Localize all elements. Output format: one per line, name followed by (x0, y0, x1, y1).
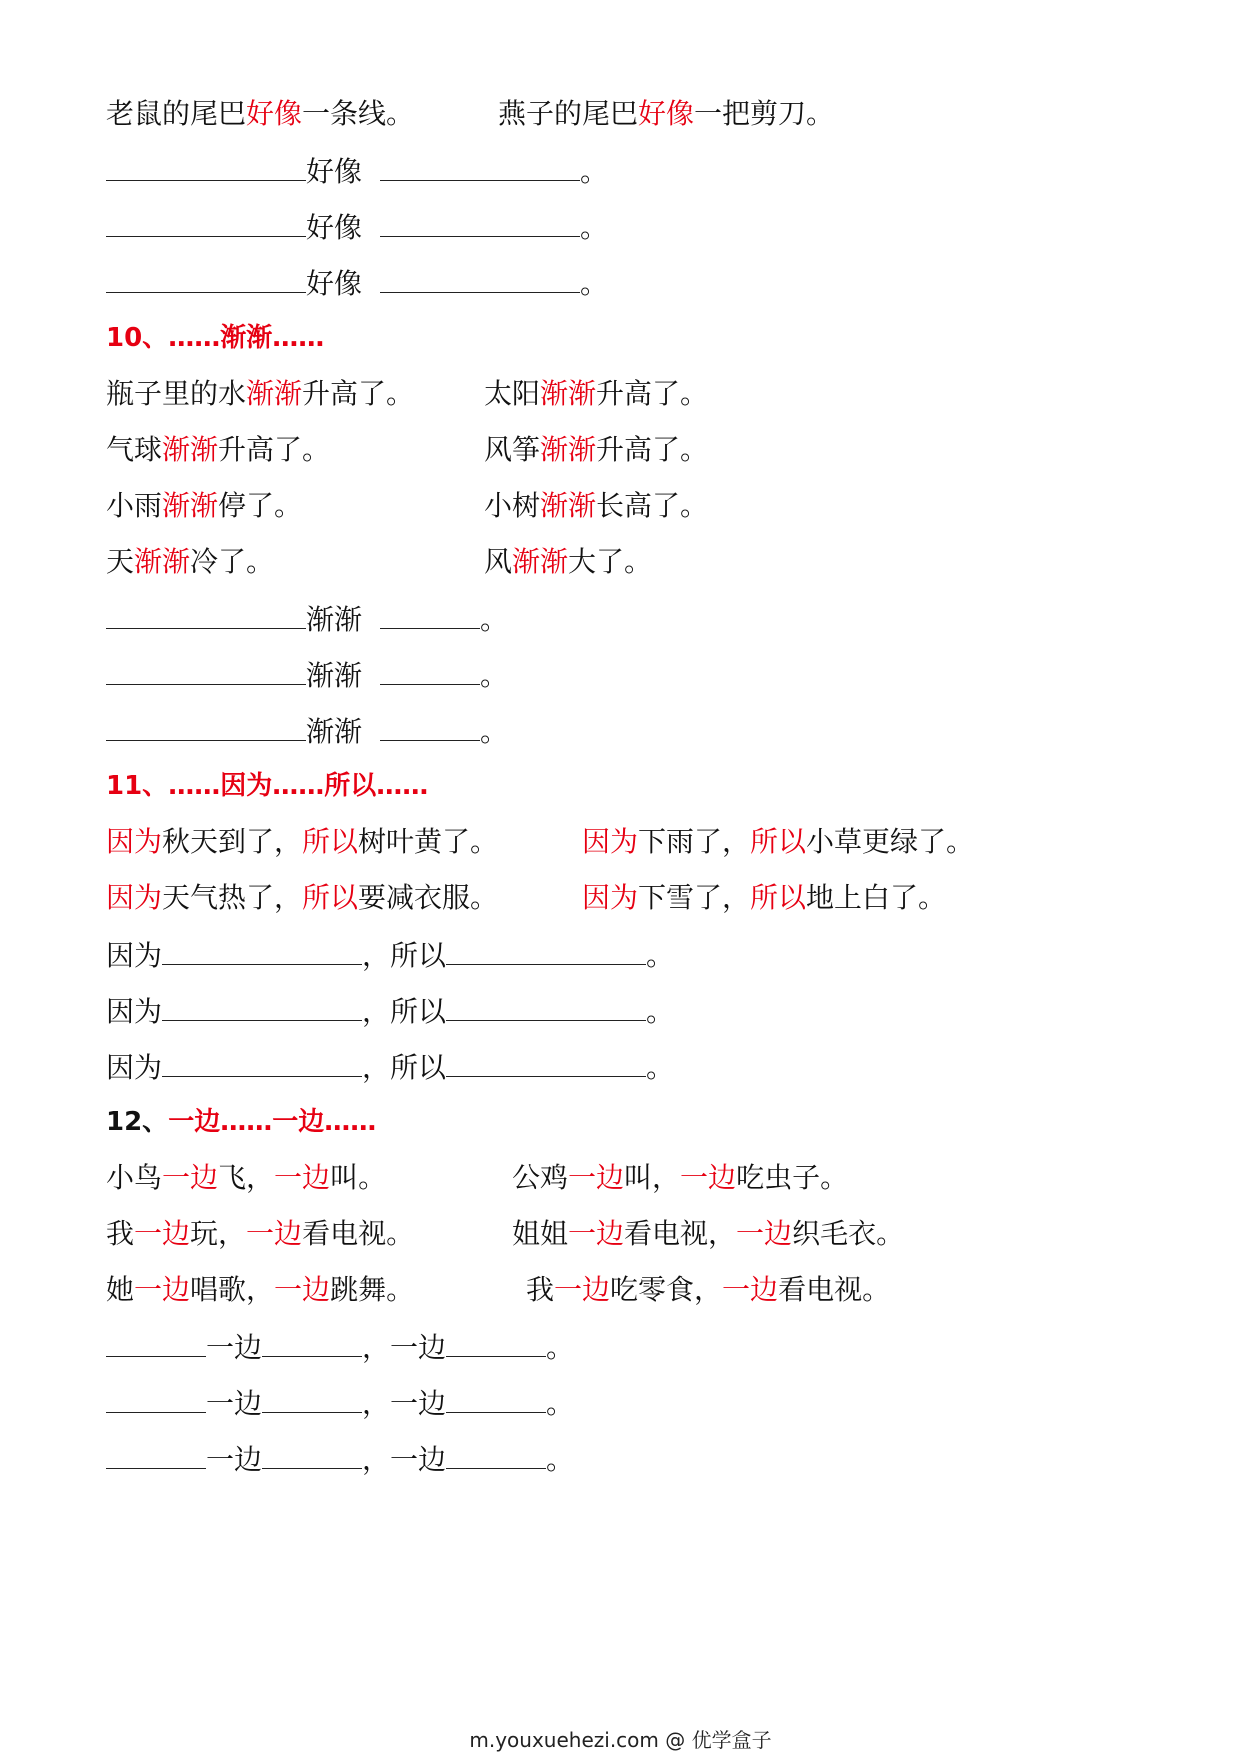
s10-example-1: 瓶子里的水渐渐升高了。 (106, 377, 415, 410)
s11-blank-effect[interactable] (446, 934, 646, 965)
s12-example-4: 姐姐一边看电视，一边织毛衣。 (512, 1217, 905, 1250)
s10-blank-result[interactable] (380, 710, 480, 741)
s12-blank-action-2[interactable] (446, 1438, 546, 1469)
s11-blank-cause[interactable] (162, 990, 362, 1021)
s12-blank-subject[interactable] (106, 1326, 206, 1357)
s11-example-1: 因为秋天到了，所以树叶黄了。 (106, 825, 499, 858)
s12-blank-subject[interactable] (106, 1438, 206, 1469)
s12-blank-action-2[interactable] (446, 1326, 546, 1357)
s12-example-6: 我一边吃零食，一边看电视。 (526, 1273, 891, 1306)
s9-blank-subject[interactable] (106, 206, 306, 237)
s12-example-5: 她一边唱歌，一边跳舞。 (106, 1273, 415, 1306)
s10-example-7: 天渐渐冷了。 (106, 545, 275, 578)
s10-example-6: 小树渐渐长高了。 (484, 489, 709, 522)
s11-example-4: 因为下雪了，所以地上白了。 (582, 881, 947, 914)
s12-blank-action-1[interactable] (262, 1326, 362, 1357)
s12-example-2: 公鸡一边叫，一边吃虫子。 (512, 1161, 849, 1194)
s10-example-4: 风筝渐渐升高了。 (484, 433, 709, 466)
s10-example-8: 风渐渐大了。 (484, 545, 653, 578)
s9-blank-object[interactable] (380, 206, 580, 237)
s12-blank-action-1[interactable] (262, 1382, 362, 1413)
s12-blank-action-1[interactable] (262, 1438, 362, 1469)
s9-blank-object[interactable] (380, 262, 580, 293)
s11-blank-cause[interactable] (162, 1046, 362, 1077)
worksheet-page: 老鼠的尾巴好像一条线。 燕子的尾巴好像一把剪刀。 好像 。 好像 。 好像 。 10、……渐渐…… 瓶子里的水渐渐升高了。 太阳渐渐升高了。 气球渐渐升高了。 风筝渐渐升高了。 小雨渐渐停了。 小树渐渐长高了。 天渐渐冷了。 风渐渐大了。 渐渐 。 渐渐 。 渐渐 。 11、……因为……所以…… 因为秋天到了，所以树叶黄了。 因为下雨了，所以小草更绿了。 因为天气热了，所以要减衣服。 因为下雪了，所以地上白了。 因为 ，所以 。 因为 ，所以 。 因为 ，所以 。 12、一边……一边…… 小鸟一边飞，一边叫。 公鸡一边叫，一边吃虫子。 我一边玩，一边看电视。 姐姐一边看电视，一边织毛衣。 她一边唱歌，一边跳舞。 我一边吃零食，一边看电视。 一边 ，一边 。 一边 ，一边 。 一边 ，一边 。 m.youxuehezi.com @ 优学盒子 (0, 0, 1241, 1754)
s12-blank-action-2[interactable] (446, 1382, 546, 1413)
s11-example-2: 因为下雨了，所以小草更绿了。 (582, 825, 975, 858)
s10-example-3: 气球渐渐升高了。 (106, 433, 331, 466)
s10-blank-result[interactable] (380, 598, 480, 629)
s10-blank-subject[interactable] (106, 654, 306, 685)
s10-blank-result[interactable] (380, 654, 480, 685)
s10-blank-subject[interactable] (106, 598, 306, 629)
s9-example-2: 燕子的尾巴好像一把剪刀。 (498, 97, 835, 130)
s11-blank-effect[interactable] (446, 990, 646, 1021)
s9-blank-subject[interactable] (106, 262, 306, 293)
s11-blank-effect[interactable] (446, 1046, 646, 1077)
s10-blank-subject[interactable] (106, 710, 306, 741)
s9-blank-object[interactable] (380, 150, 580, 181)
s12-blank-subject[interactable] (106, 1382, 206, 1413)
s10-example-2: 太阳渐渐升高了。 (484, 377, 709, 410)
s12-example-3: 我一边玩，一边看电视。 (106, 1217, 415, 1250)
s12-example-1: 小鸟一边飞，一边叫。 (106, 1161, 387, 1194)
footer-watermark: m.youxuehezi.com @ 优学盒子 (469, 1728, 772, 1752)
s9-example-1: 老鼠的尾巴好像一条线。 (106, 97, 415, 130)
s10-example-5: 小雨渐渐停了。 (106, 489, 303, 522)
s11-blank-cause[interactable] (162, 934, 362, 965)
s11-example-3: 因为天气热了，所以要减衣服。 (106, 881, 499, 914)
s9-blank-subject[interactable] (106, 150, 306, 181)
